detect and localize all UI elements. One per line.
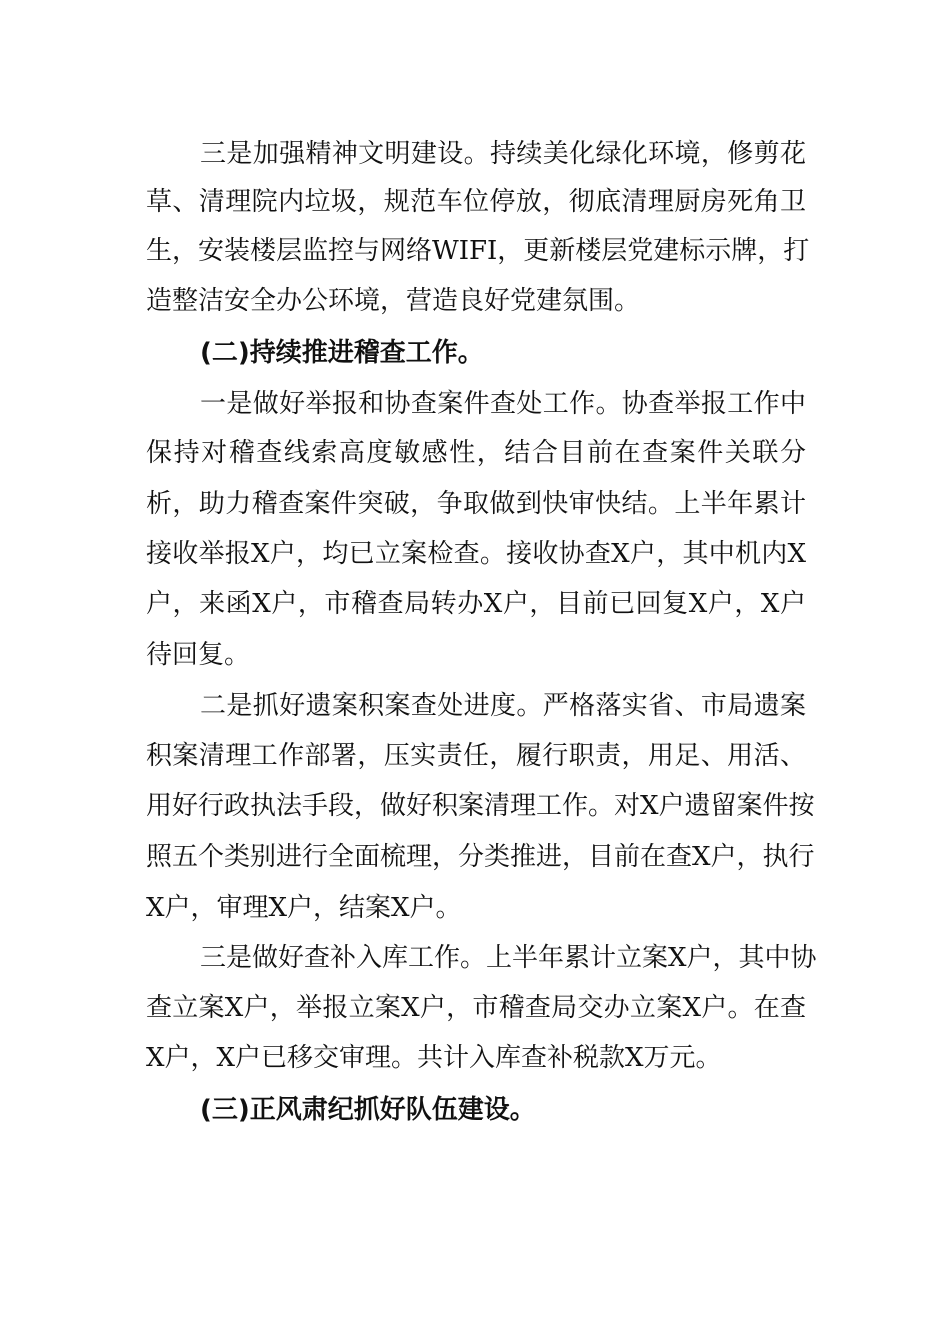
paragraph-line: X户，X户已移交审理。共计入库查补税款X万元。 — [146, 1043, 722, 1073]
paragraph-line: 三是加强精神文明建设。持续美化绿化环境，修剪花 — [200, 139, 806, 169]
paragraph-line: 待回复。 — [146, 640, 251, 670]
paragraph-line: 查立案X户，举报立案X户，市稽查局交办立案X户。在查 — [146, 993, 806, 1023]
section-heading: (三)正风肃纪抓好队伍建设。 — [200, 1095, 536, 1125]
paragraph-line: 析，助力稽查案件突破，争取做到快审快结。上半年累计 — [146, 489, 806, 519]
paragraph-line: 照五个类别进行全面梳理，分类推进，目前在查X户，执行 — [146, 842, 815, 872]
paragraph-line: 一是做好举报和协查案件查处工作。协查举报工作中 — [200, 389, 806, 419]
paragraph-line: 接收举报X户，均已立案检查。接收协查X户，其中机内X — [146, 539, 806, 569]
paragraph-line: 三是做好查补入库工作。上半年累计立案X户，其中协 — [200, 943, 817, 973]
paragraph-line: 二是抓好遗案积案查处进度。严格落实省、市局遗案 — [200, 691, 806, 721]
paragraph-line: 保持对稽查线索高度敏感性，结合目前在查案件关联分 — [146, 438, 806, 468]
paragraph-line: 户，来函X户，市稽查局转办X户，目前已回复X户，X户 — [146, 589, 806, 619]
paragraph-line: 用好行政执法手段，做好积案清理工作。对X户遗留案件按 — [146, 791, 815, 821]
section-heading: (二)持续推进稽查工作。 — [200, 338, 484, 368]
paragraph-line: X户，审理X户，结案X户。 — [146, 893, 462, 923]
paragraph-line: 造整洁安全办公环境，营造良好党建氛围。 — [146, 286, 641, 316]
paragraph-line: 生，安装楼层监控与网络WIFI，更新楼层党建标示牌，打 — [146, 236, 810, 266]
paragraph-line: 草、清理院内垃圾，规范车位停放，彻底清理厨房死角卫 — [146, 187, 806, 217]
paragraph-line: 积案清理工作部署，压实责任，履行职责，用足、用活、 — [146, 741, 806, 771]
